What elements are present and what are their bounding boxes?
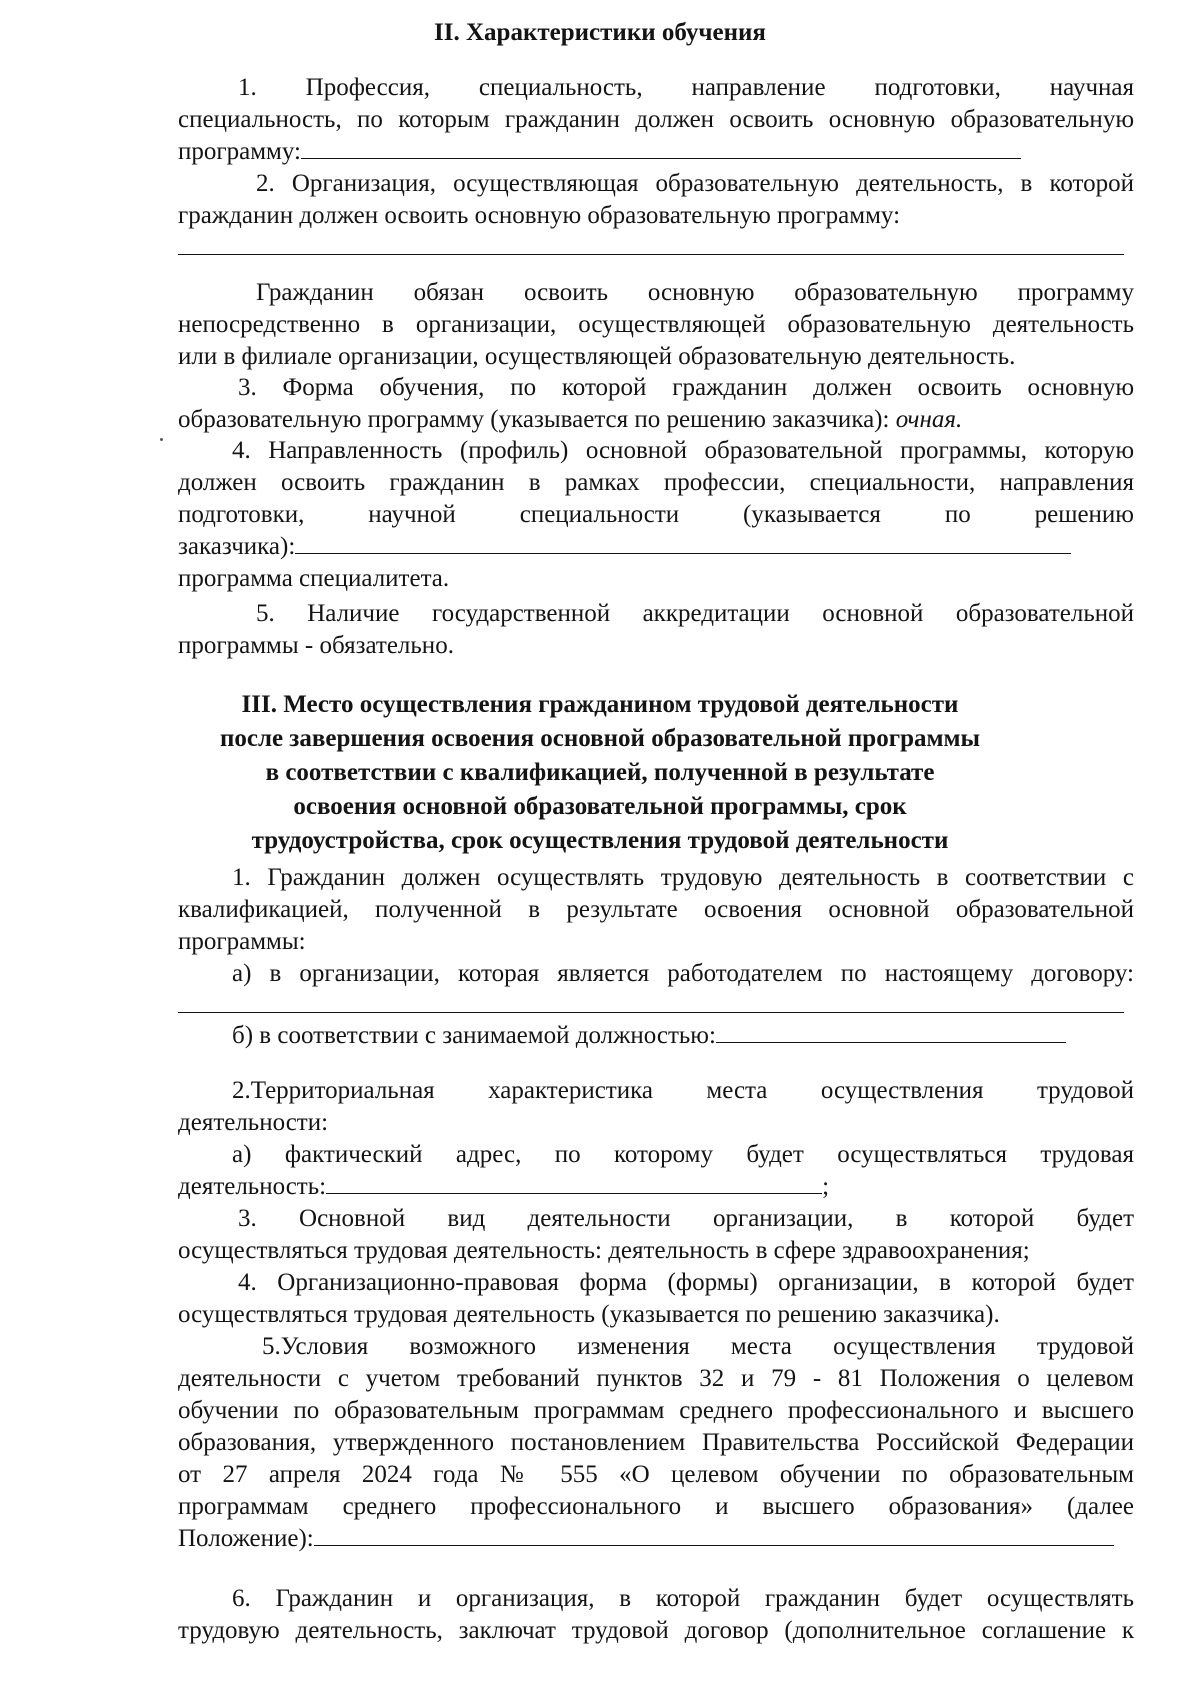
text-line [178,1020,1134,1052]
text-fragment: ; [822,1173,830,1200]
text-line: осуществляться трудовая деятельность: деятельность в сфере здравоохранения; [178,1237,1030,1264]
field-label: программу: [178,138,301,165]
text-line [178,531,1134,563]
section-2-item-4 [178,435,1134,595]
blank-line [178,254,1124,255]
text-line: 3. Форма обучения, по которой гражданин должен освоить основную [238,374,1134,401]
text-line: или в филиале организации, осуществляющей образовательную деятельность. [178,343,1016,370]
text-line: а) в организации, которая является работодателем по настоящему договору: [232,960,1134,987]
blank-line [178,1012,1124,1013]
field-label: деятельность: [178,1173,327,1200]
section-3-item-2 [178,1075,1134,1203]
field-label: Положение): [178,1525,314,1552]
section-3-title-line: освоения основной образовательной программы, срок [293,793,907,820]
blank-line [326,1173,822,1194]
section-3-item-1 [178,862,1134,990]
text-line: 4. Организационно-правовая форма (формы) организации, в которой будет [238,1269,1134,1296]
section-3-item-5 [178,1331,1134,1555]
text-line: а) фактический адрес, по которому будет осуществляться трудовая [232,1141,1134,1168]
section-2-item-2 [178,168,1134,232]
text-line [178,1171,1134,1203]
text-line: 1. Профессия, специальность, направление подготовки, научная [238,74,1134,101]
section-3-title-line: после завершения освоения основной образовательной программы [219,725,981,752]
section-3-item-3 [178,1203,1134,1267]
text-line: подготовки, научной специальности (указывается по решению [178,501,1134,528]
text-line: должен освоить гражданин в рамках профессии, специальности, направления [178,469,1134,496]
section-2-item-1 [178,72,1134,168]
text-fragment: образовательную программу (указывается по решению заказчика): [178,406,890,433]
field-label: заказчика): [178,533,296,560]
text-line: программы: [178,928,306,955]
text-line: образования, утвержденного постановлением Правительства Российской Федерации [178,1429,1134,1456]
text-line: непосредственно в организации, осуществляющей образовательную деятельность [178,311,1134,338]
study-form-value: очная. [895,406,963,433]
text-line: 3. Основной вид деятельности организации, в которой будет [238,1205,1134,1232]
text-line: программы - обязательно. [178,632,454,659]
section-3-title-line: трудоустройства, срок осуществления трудовой деятельности [251,827,949,854]
blank-line [301,138,1021,159]
blank-line [295,533,1071,554]
field-label: б) в соответствии с занимаемой должностью: [232,1022,716,1049]
text-line: 2.Территориальная характеристика места осуществления трудовой [232,1077,1134,1104]
text-line: трудовую деятельность, заключат трудовой договор (дополнительное соглашение к [178,1617,1134,1644]
text-line: Гражданин обязан освоить основную образовательную программу [256,279,1134,306]
text-line: 6. Гражданин и организация, в которой гражданин будет осуществлять [232,1585,1134,1612]
obligation-paragraph [178,277,1134,373]
text-line: 4. Направленность (профиль) основной образовательной программы, которую [232,437,1134,464]
blank-line [716,1022,1066,1043]
section-3-title [0,688,1200,858]
text-line: осуществляться трудовая деятельность (указывается по решению заказчика). [178,1301,1000,1328]
text-line: от 27 апреля 2024 года № 555 «О целевом обучении по образовательным [178,1461,1134,1488]
text-line: 5.Условия возможного изменения места осуществления трудовой [262,1333,1134,1360]
text-line: специальность, по которым гражданин должен освоить основную образовательную [178,106,1134,133]
section-3-title-line: III. Место осуществления гражданином трудовой деятельности [241,691,959,718]
text-line: 1. Гражданин должен осуществлять трудовую деятельность в соответствии с [232,864,1134,891]
text-line: деятельности: [178,1109,329,1136]
text-line: обучении по образовательным программам среднего профессионального и высшего [178,1397,1134,1424]
text-line: программам среднего профессионального и высшего образования» (далее [178,1493,1134,1520]
scan-speck [160,438,163,441]
text-line [178,1523,1134,1555]
text-line: квалификацией, полученной в результате освоения основной образовательной [178,896,1134,923]
section-3-item-4 [178,1267,1134,1331]
section-3-item-1-b [178,1020,1134,1052]
section-2-item-5 [178,598,1134,662]
text-line: деятельности с учетом требований пунктов 32 и 79 - 81 Положения о целевом [178,1365,1134,1392]
text-line: программа специалитета. [178,565,450,592]
section-2-item-3 [178,372,1134,436]
text-line: 5. Наличие государственной аккредитации основной образовательной [256,600,1134,627]
section-3-item-6 [178,1583,1134,1647]
text-line [178,136,1134,168]
blank-line [314,1525,1114,1546]
text-line: гражданин должен освоить основную образовательную программу: [178,202,901,229]
section-2-title: II. Характеристики обучения [434,19,766,46]
section-3-title-line: в соответствии с квалификацией, полученной в результате [265,759,935,786]
text-line [178,404,1134,436]
text-line: 2. Организация, осуществляющая образовательную деятельность, в которой [256,170,1134,197]
